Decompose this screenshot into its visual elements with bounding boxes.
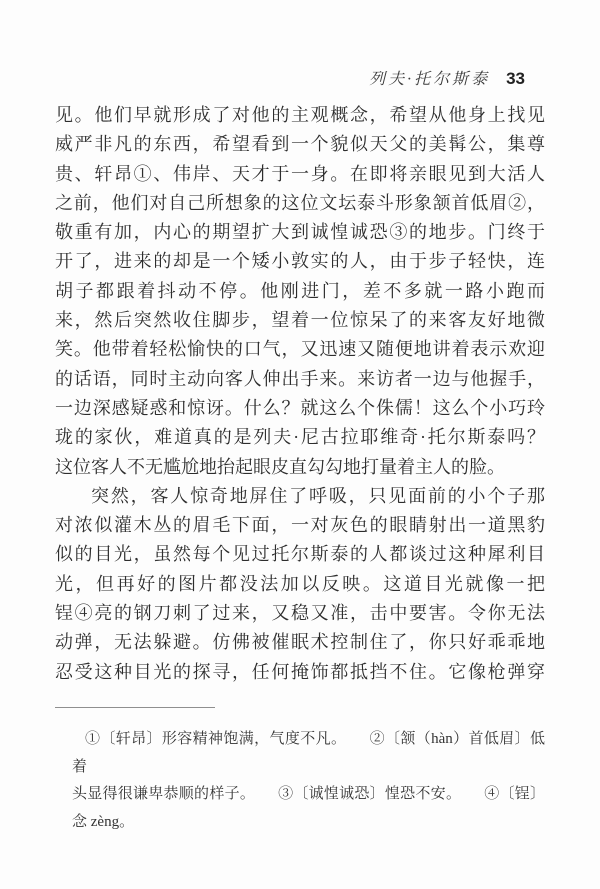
footnotes bbox=[72, 726, 545, 836]
body-line: 突然，客人惊奇地屏住了呼吸，只见面前的小个子那 bbox=[91, 485, 545, 506]
page-header bbox=[0, 66, 525, 89]
body-line: 威严非凡的东西，希望看到一个貌似天父的美髯公，集尊 bbox=[55, 134, 545, 155]
body-line: 胡子都跟着抖动不停。他刚进门，差不多就一路小跑而 bbox=[55, 280, 545, 301]
body-line: 一边深感疑惑和惊讶。什么？就这么个侏儒！这么个小巧玲 bbox=[55, 397, 545, 418]
body-line: 贵、轩昂①、伟岸、天才于一身。在即将亲眼见到大活人 bbox=[55, 163, 545, 184]
body-line: 之前，他们对自己所想象的这位文坛泰斗形象颔首低眉②， bbox=[55, 192, 545, 213]
footnote-line: 头显得很谦卑恭顺的样子。 ③〔诚惶诚恐〕惶恐不安。 ④〔锃〕 bbox=[72, 786, 545, 802]
footnote-line: ①〔轩昂〕形容精神饱满，气度不凡。 ②〔颔（hàn）首低眉〕低着 bbox=[72, 731, 545, 775]
body-line: 这位客人不无尴尬地抬起眼皮直勾勾地打量着主人的脸。 bbox=[55, 456, 505, 477]
footnote-line: 念 zèng。 bbox=[72, 813, 135, 830]
body-line: 笑。他带着轻松愉快的口气，又迅速又随便地讲着表示欢迎 bbox=[55, 339, 545, 360]
body-line: 敬重有加，内心的期望扩大到诚惶诚恐③的地步。门终于 bbox=[55, 222, 545, 243]
footnote-divider bbox=[55, 707, 215, 708]
body-line: 来，然后突然收住脚步，望着一位惊呆了的来客友好地微 bbox=[55, 310, 545, 331]
page-number: 33 bbox=[506, 69, 525, 88]
body-line: 开了，进来的却是一个矮小敦实的人，由于步子轻快，连 bbox=[55, 251, 545, 272]
body-line: 对浓似灌木丛的眉毛下面，一对灰色的眼睛射出一道黑豹 bbox=[55, 515, 545, 536]
body-line: 珑的家伙，难道真的是列夫·尼古拉耶维奇·托尔斯泰吗？ bbox=[55, 427, 545, 448]
body-line: 见。他们早就形成了对他的主观概念，希望从他身上找见 bbox=[55, 105, 545, 125]
body-line: 动弹，无法躲避。仿佛被催眠术控制住了，你只好乖乖地 bbox=[55, 632, 545, 653]
chapter-title: 列夫·托尔斯泰 bbox=[369, 71, 491, 88]
body-text bbox=[55, 101, 545, 687]
body-line: 的话语，同时主动向客人伸出手来。来访者一边与他握手， bbox=[55, 368, 545, 389]
body-line: 似的目光，虽然每个见过托尔斯泰的人都谈过这种犀利目 bbox=[55, 544, 545, 565]
body-line: 忍受这种目光的探寻，任何掩饰都抵挡不住。它像枪弹穿 bbox=[55, 661, 545, 682]
body-line: 锃④亮的钢刀刺了过来，又稳又准，击中要害。令你无法 bbox=[55, 603, 545, 624]
body-line: 光，但再好的图片都没法加以反映。这道目光就像一把 bbox=[55, 573, 545, 594]
